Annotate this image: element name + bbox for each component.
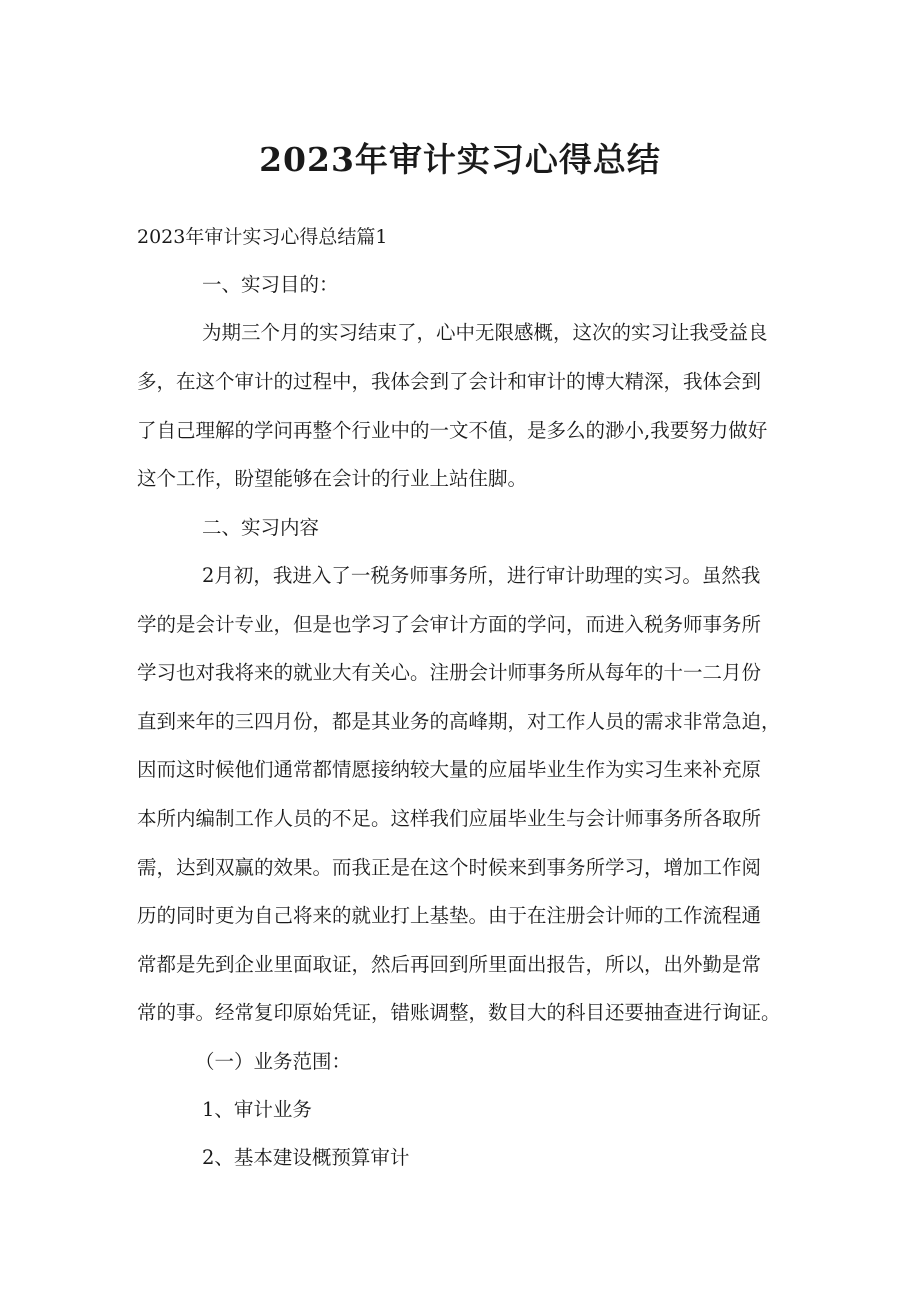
paragraph-line: 学习也对我将来的就业大有关心。注册会计师事务所从每年的十一二月份 [137,661,762,684]
paragraph-line: 2月初，我进入了一税务师事务所，进行审计助理的实习。虽然我 [202,564,761,587]
paragraph-line: 常的事。经常复印原始凭证，错账调整，数目大的科目还要抽查进行询证。 [137,1001,781,1024]
paragraph-line: 学的是会计专业，但是也学习了会审计方面的学问，而进入税务师事务所 [137,613,762,636]
paragraph-line: 了自己理解的学问再整个行业中的一文不值，是多么的渺小,我要努力做好 [137,419,768,442]
paragraph-line: 常都是先到企业里面取证，然后再回到所里面出报告，所以，出外勤是常 [137,953,762,976]
paragraph-line: 直到来年的三四月份，都是其业务的高峰期，对工作人员的需求非常急迫， [137,710,781,733]
document-subtitle: 2023年审计实习心得总结篇1 [137,226,388,248]
paragraph-line: 因而这时候他们通常都情愿接纳较大量的应届毕业生作为实习生来补充原 [137,758,762,781]
list-item: 1、审计业务 [202,1098,312,1121]
paragraph-line: 本所内编制工作人员的不足。这样我们应届毕业生与会计师事务所各取所 [137,807,762,830]
paragraph-line: 这个工作，盼望能够在会计的行业上站住脚。 [137,467,528,490]
paragraph-line: 为期三个月的实习结束了，心中无限感概，这次的实习让我受益良 [202,321,768,344]
paragraph-line: 多，在这个审计的过程中，我体会到了会计和审计的博大精深，我体会到 [137,370,762,393]
document-title: 2023年审计实习心得总结 [259,140,661,179]
list-item: 2、基本建设概预算审计 [202,1146,410,1169]
section-heading-purpose: 一、实习目的： [202,273,339,296]
paragraph-line: 历的同时更为自己将来的就业打上基垫。由于在注册会计师的工作流程通 [137,904,762,927]
paragraph-line: 需，达到双赢的效果。而我正是在这个时候来到事务所学习，增加工作阅 [137,856,762,879]
section-heading-scope: （一）业务范围： [195,1050,352,1073]
section-heading-content: 二、实习内容 [202,516,320,539]
